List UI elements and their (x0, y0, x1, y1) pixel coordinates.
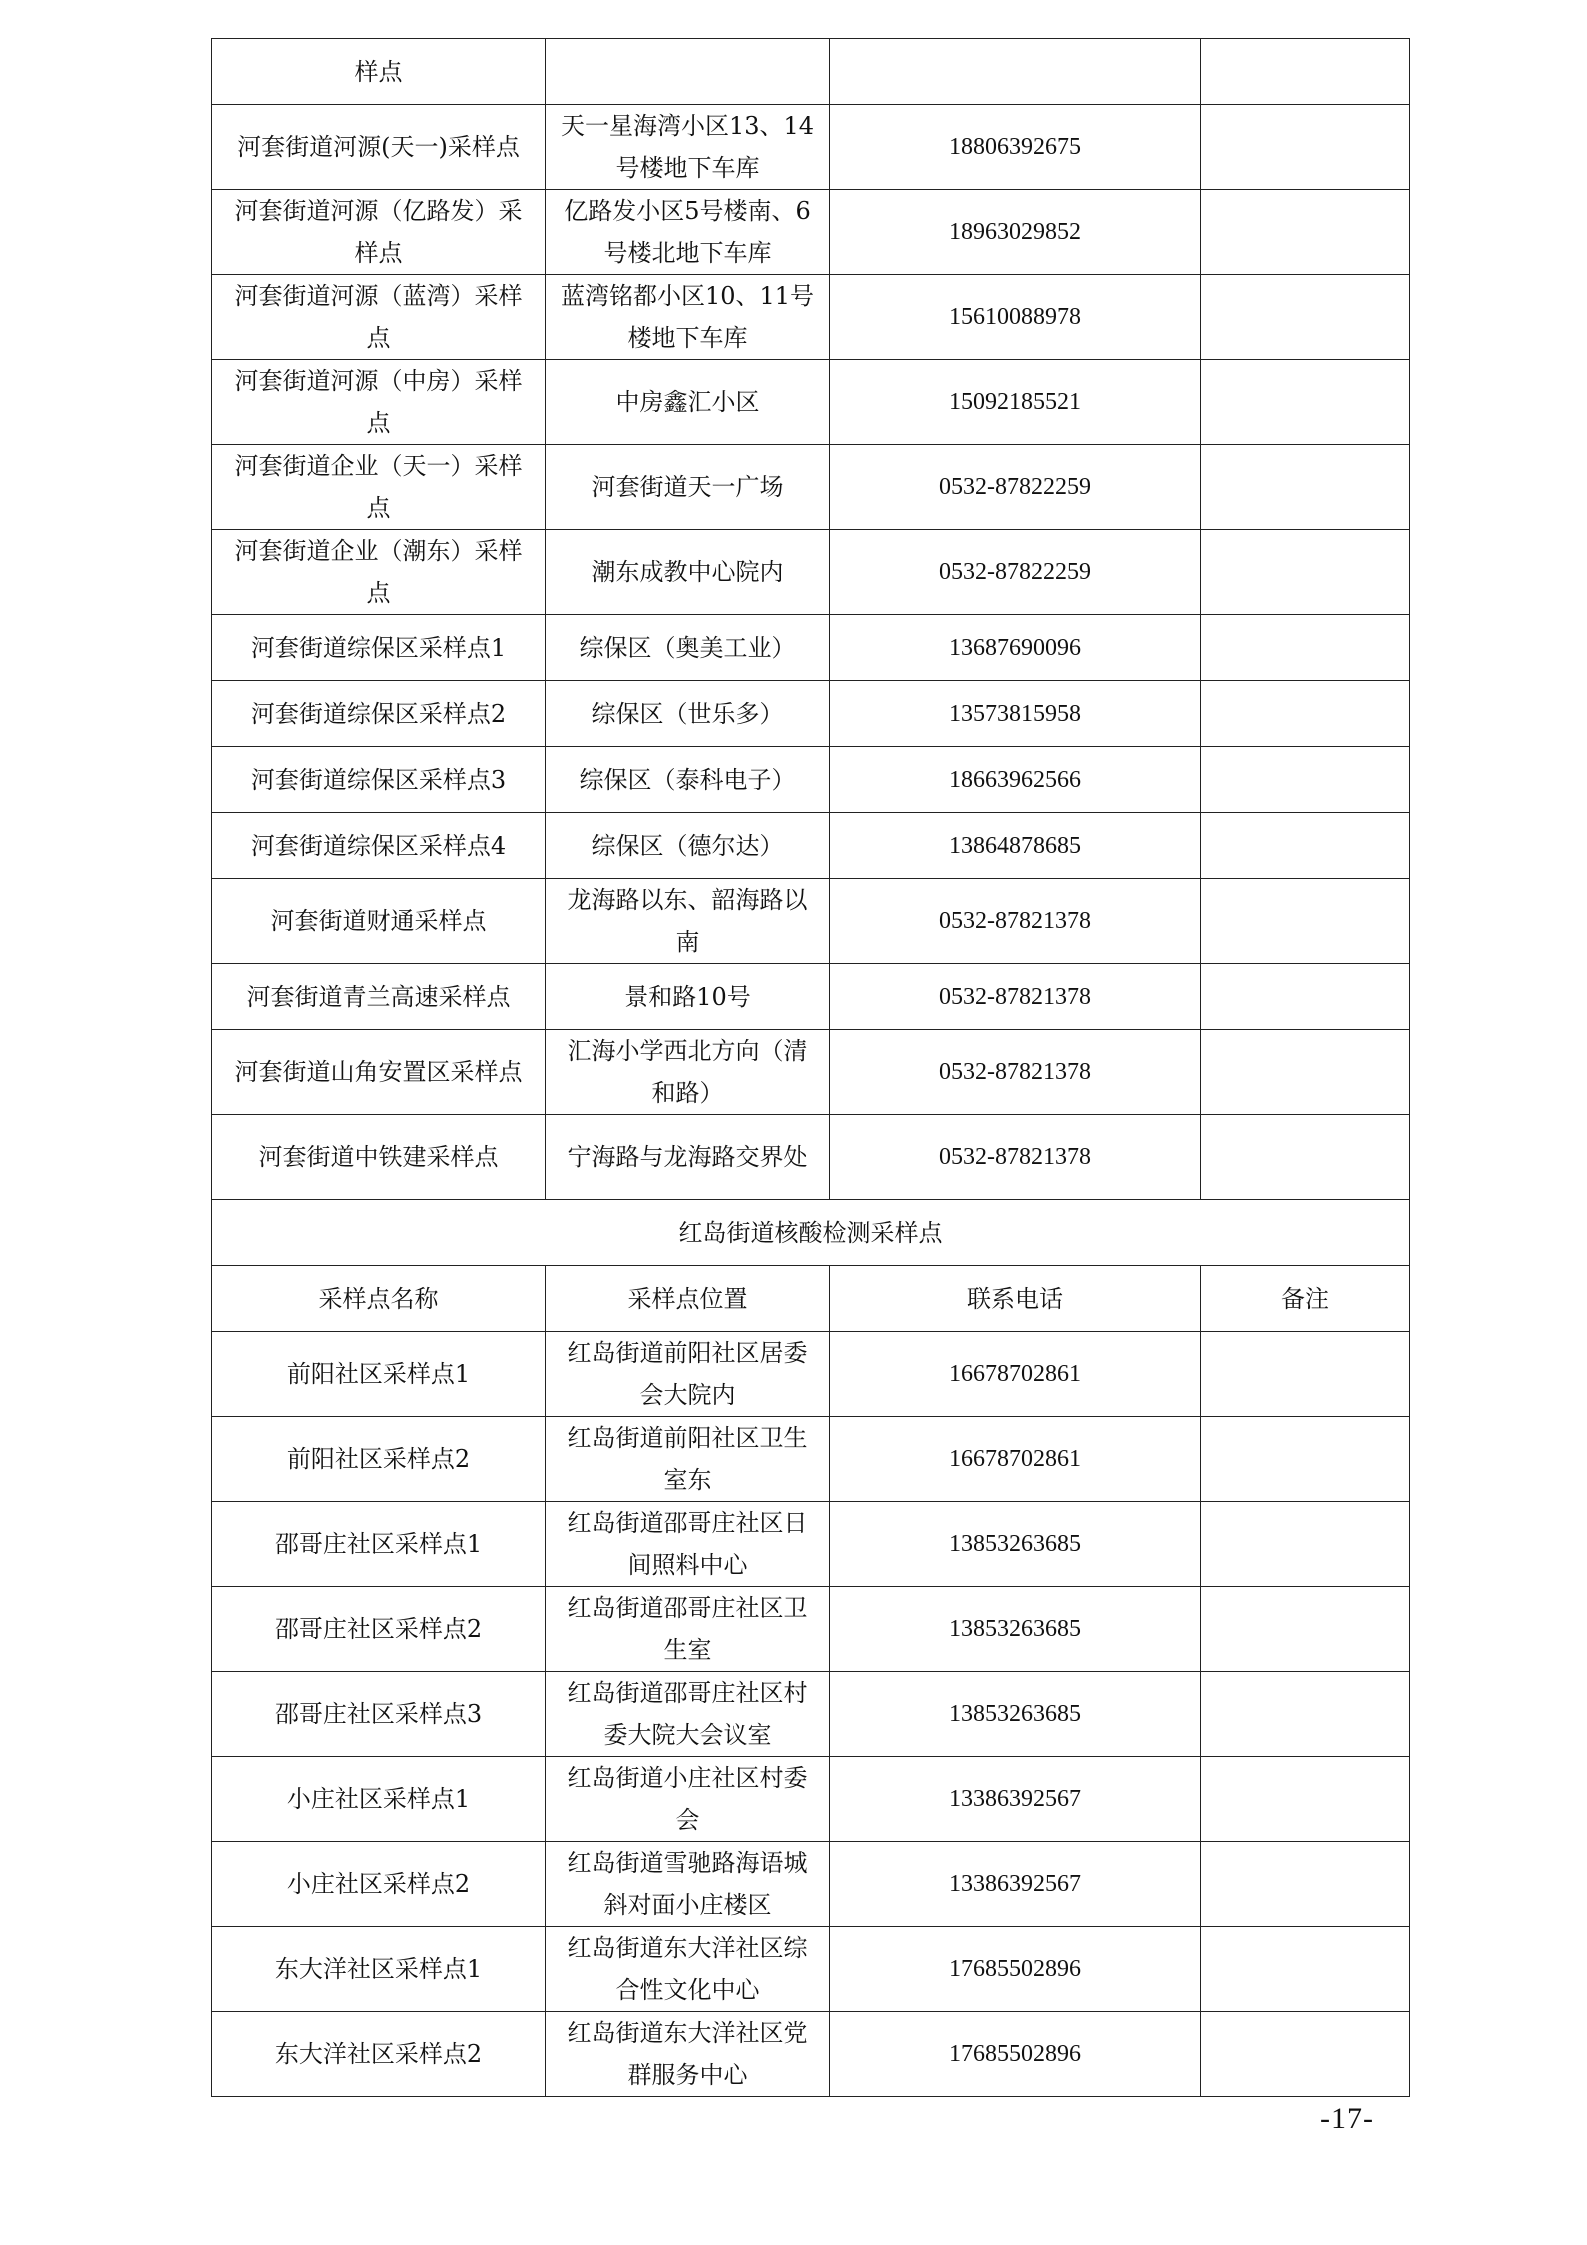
site-name-cell: 样点 (212, 39, 546, 105)
table-row (212, 1115, 1410, 1200)
site-name-cell: 河套街道财通采样点 (212, 879, 546, 964)
site-note-cell (1201, 190, 1410, 275)
site-note-cell (1201, 879, 1410, 964)
site-note-cell (1201, 360, 1410, 445)
site-name-cell: 河套街道企业（天一）采样点 (212, 445, 546, 530)
site-note-cell (1201, 105, 1410, 190)
site-phone-cell: 0532-87821378 (830, 1030, 1201, 1115)
table-row (212, 275, 1410, 360)
table-row (212, 1842, 1410, 1927)
site-name-cell: 邵哥庄社区采样点1 (212, 1502, 546, 1587)
bottom-rows (212, 1332, 1410, 2097)
site-location-cell (546, 39, 830, 105)
site-phone-cell: 0532-87821378 (830, 1115, 1201, 1200)
section-title: 红岛街道核酸检测采样点 (212, 1200, 1410, 1266)
table-row (212, 39, 1410, 105)
site-phone-cell: 0532-87821378 (830, 879, 1201, 964)
site-note-cell (1201, 747, 1410, 813)
site-phone-cell: 18663962566 (830, 747, 1201, 813)
site-phone-cell: 15610088978 (830, 275, 1201, 360)
site-phone-cell: 0532-87821378 (830, 964, 1201, 1030)
site-name-cell: 邵哥庄社区采样点2 (212, 1587, 546, 1672)
site-name-cell: 前阳社区采样点2 (212, 1417, 546, 1502)
site-location-cell: 红岛街道邵哥庄社区村委大院大会议室 (546, 1672, 830, 1757)
table-row (212, 1332, 1410, 1417)
site-name-cell: 河套街道青兰高速采样点 (212, 964, 546, 1030)
site-location-cell: 景和路10号 (546, 964, 830, 1030)
site-location-cell: 红岛街道东大洋社区综合性文化中心 (546, 1927, 830, 2012)
site-name-cell: 河套街道综保区采样点4 (212, 813, 546, 879)
site-location-cell: 红岛街道雪驰路海语城斜对面小庄楼区 (546, 1842, 830, 1927)
site-location-cell: 河套街道天一广场 (546, 445, 830, 530)
site-note-cell (1201, 1757, 1410, 1842)
site-phone-cell: 13386392567 (830, 1757, 1201, 1842)
site-name-cell: 河套街道综保区采样点3 (212, 747, 546, 813)
site-phone-cell: 0532-87822259 (830, 530, 1201, 615)
site-note-cell (1201, 1417, 1410, 1502)
table-row (212, 445, 1410, 530)
section-block (212, 1200, 1410, 1332)
header-note: 备注 (1201, 1266, 1410, 1332)
site-name-cell: 河套街道企业（潮东）采样点 (212, 530, 546, 615)
site-note-cell (1201, 681, 1410, 747)
table-row (212, 813, 1410, 879)
site-location-cell: 中房鑫汇小区 (546, 360, 830, 445)
site-phone-cell: 13687690096 (830, 615, 1201, 681)
page-number: -17- (1320, 2102, 1374, 2135)
site-note-cell (1201, 275, 1410, 360)
site-name-cell: 河套街道河源（亿路发）采样点 (212, 190, 546, 275)
site-note-cell (1201, 615, 1410, 681)
site-phone-cell: 13573815958 (830, 681, 1201, 747)
table-row (212, 2012, 1410, 2097)
header-phone: 联系电话 (830, 1266, 1201, 1332)
site-name-cell: 前阳社区采样点1 (212, 1332, 546, 1417)
top-rows (212, 39, 1410, 1200)
site-name-cell: 邵哥庄社区采样点3 (212, 1672, 546, 1757)
table-row (212, 360, 1410, 445)
site-note-cell (1201, 1927, 1410, 2012)
site-location-cell: 综保区（德尔达） (546, 813, 830, 879)
site-location-cell: 亿路发小区5号楼南、6号楼北地下车库 (546, 190, 830, 275)
table-row (212, 964, 1410, 1030)
table-row (212, 1030, 1410, 1115)
site-name-cell: 东大洋社区采样点2 (212, 2012, 546, 2097)
site-phone-cell: 18963029852 (830, 190, 1201, 275)
site-note-cell (1201, 1842, 1410, 1927)
site-note-cell (1201, 530, 1410, 615)
table-row (212, 1417, 1410, 1502)
site-location-cell: 综保区（奥美工业） (546, 615, 830, 681)
site-location-cell: 红岛街道前阳社区居委会大院内 (546, 1332, 830, 1417)
site-note-cell (1201, 964, 1410, 1030)
site-phone-cell: 13864878685 (830, 813, 1201, 879)
site-phone-cell: 17685502896 (830, 2012, 1201, 2097)
header-row (212, 1266, 1410, 1332)
site-phone-cell: 0532-87822259 (830, 445, 1201, 530)
site-name-cell: 河套街道综保区采样点1 (212, 615, 546, 681)
site-note-cell (1201, 1502, 1410, 1587)
table-row (212, 105, 1410, 190)
site-name-cell: 小庄社区采样点2 (212, 1842, 546, 1927)
site-name-cell: 河套街道综保区采样点2 (212, 681, 546, 747)
table-row (212, 747, 1410, 813)
site-phone-cell: 15092185521 (830, 360, 1201, 445)
site-note-cell (1201, 1030, 1410, 1115)
site-note-cell (1201, 1587, 1410, 1672)
site-phone-cell: 17685502896 (830, 1927, 1201, 2012)
site-location-cell: 潮东成教中心院内 (546, 530, 830, 615)
section-title-row (212, 1200, 1410, 1266)
site-note-cell (1201, 445, 1410, 530)
site-note-cell (1201, 1332, 1410, 1417)
site-location-cell: 红岛街道小庄社区村委会 (546, 1757, 830, 1842)
site-name-cell: 河套街道河源（中房）采样点 (212, 360, 546, 445)
header-name: 采样点名称 (212, 1266, 546, 1332)
header-location: 采样点位置 (546, 1266, 830, 1332)
site-phone-cell: 16678702861 (830, 1417, 1201, 1502)
site-note-cell (1201, 813, 1410, 879)
table-row (212, 1502, 1410, 1587)
site-note-cell (1201, 39, 1410, 105)
site-phone-cell: 13853263685 (830, 1587, 1201, 1672)
site-name-cell: 小庄社区采样点1 (212, 1757, 546, 1842)
site-location-cell: 蓝湾铭都小区10、11号楼地下车库 (546, 275, 830, 360)
table-row (212, 615, 1410, 681)
site-phone-cell (830, 39, 1201, 105)
site-phone-cell: 13853263685 (830, 1672, 1201, 1757)
site-location-cell: 综保区（泰科电子） (546, 747, 830, 813)
site-location-cell: 红岛街道前阳社区卫生室东 (546, 1417, 830, 1502)
table-row (212, 879, 1410, 964)
site-phone-cell: 18806392675 (830, 105, 1201, 190)
site-phone-cell: 13853263685 (830, 1502, 1201, 1587)
site-note-cell (1201, 1672, 1410, 1757)
site-name-cell: 河套街道中铁建采样点 (212, 1115, 546, 1200)
site-phone-cell: 13386392567 (830, 1842, 1201, 1927)
site-location-cell: 红岛街道邵哥庄社区卫生室 (546, 1587, 830, 1672)
site-name-cell: 河套街道河源(天一)采样点 (212, 105, 546, 190)
site-location-cell: 汇海小学西北方向（清和路） (546, 1030, 830, 1115)
table-row (212, 1672, 1410, 1757)
sampling-sites-table (211, 38, 1410, 2097)
site-location-cell: 综保区（世乐多） (546, 681, 830, 747)
table-row (212, 1927, 1410, 2012)
site-name-cell: 河套街道河源（蓝湾）采样点 (212, 275, 546, 360)
table-row (212, 1587, 1410, 1672)
site-location-cell: 天一星海湾小区13、14号楼地下车库 (546, 105, 830, 190)
table-row (212, 1757, 1410, 1842)
site-name-cell: 河套街道山角安置区采样点 (212, 1030, 546, 1115)
site-name-cell: 东大洋社区采样点1 (212, 1927, 546, 2012)
site-location-cell: 宁海路与龙海路交界处 (546, 1115, 830, 1200)
site-note-cell (1201, 2012, 1410, 2097)
site-location-cell: 红岛街道东大洋社区党群服务中心 (546, 2012, 830, 2097)
table-row (212, 530, 1410, 615)
site-location-cell: 红岛街道邵哥庄社区日间照料中心 (546, 1502, 830, 1587)
site-note-cell (1201, 1115, 1410, 1200)
table-row (212, 190, 1410, 275)
site-location-cell: 龙海路以东、韶海路以南 (546, 879, 830, 964)
site-phone-cell: 16678702861 (830, 1332, 1201, 1417)
table-row (212, 681, 1410, 747)
